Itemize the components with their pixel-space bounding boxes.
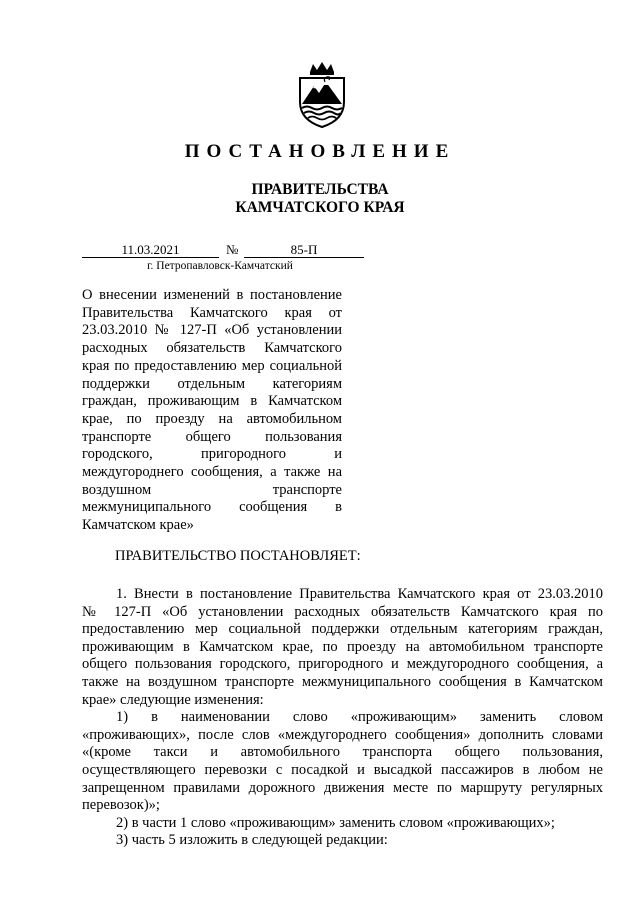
- body-line: 1) в наименовании слово «проживающим» заменить словом: [116, 709, 603, 726]
- document-type-heading: ПОСТАНОВЛЕНИЕ: [184, 141, 456, 162]
- body-line: 1. Внести в постановление Правительства Камчатского края от 23.03.2010: [116, 586, 603, 602]
- body-line: запрещенном правилами дорожного движения месте по маршруту регулярных: [82, 779, 603, 796]
- subject-line: воздушном транспорте: [82, 481, 342, 498]
- subject-line: граждан, проживающим в Камчатском: [82, 393, 342, 410]
- document-body: [82, 586, 603, 850]
- issuing-city: г. Петропавловск-Камчатский: [147, 260, 293, 272]
- subject-line: 23.03.2010 № 127-П «Об установлении: [82, 322, 342, 339]
- body-line: крае» следующие изменения:: [82, 691, 264, 708]
- subject-line: края по предоставлению мер социальной: [82, 357, 342, 374]
- subject-line: О внесении изменений в постановление: [82, 287, 342, 303]
- registration-date: 11.03.2021: [82, 242, 219, 258]
- body-line: предоставлению мер социальной поддержки отдельным категориям граждан,: [82, 621, 603, 638]
- registration-number: 85-П: [244, 242, 364, 258]
- issuer-line-2: КАМЧАТСКОГО КРАЯ: [235, 199, 405, 216]
- subject-line: межмуниципального сообщения в: [82, 499, 342, 516]
- subject-line: Камчатском крае»: [82, 517, 194, 534]
- body-line: перевозок)»;: [82, 797, 160, 814]
- body-line: также на воздушном транспорте межмуниципального сообщения в Камчатском: [82, 673, 603, 690]
- body-line: № 127-П «Об установлении расходных обязательств Камчатского края по: [82, 603, 603, 620]
- body-line: 3) часть 5 изложить в следующей редакции:: [116, 832, 388, 849]
- body-line: общего пользования городского, пригородного и междугородного сообщения, а: [82, 656, 603, 673]
- coat-of-arms-icon: [296, 62, 348, 128]
- body-line: 2) в части 1 слово «проживающим» заменить словом «проживающих»;: [116, 814, 555, 831]
- issuer-line-1: ПРАВИТЕЛЬСТВА: [251, 181, 389, 198]
- subject-line: междугороднего сообщения, а также на: [82, 464, 342, 481]
- number-sign: №: [226, 242, 239, 257]
- body-line: проживающим в Камчатском крае, по проезду на автомобильном транспорте: [82, 638, 603, 655]
- body-line: осуществляющего перевозки с посадкой и высадкой пассажиров в любом не: [82, 761, 603, 778]
- subject-line: транспорте общего пользования: [82, 428, 342, 445]
- subject-line: Правительства Камчатского края от: [82, 304, 342, 321]
- subject-line: расходных обязательств Камчатского: [82, 340, 342, 357]
- subject-line: поддержки отдельным категориям: [82, 375, 342, 392]
- resolution-clause: ПРАВИТЕЛЬСТВО ПОСТАНОВЛЯЕТ:: [115, 548, 361, 564]
- subject-line: городского, пригородного и: [82, 446, 342, 463]
- body-line: «(кроме такси и автомобильного транспорта общего пользования,: [82, 744, 603, 761]
- document-subject: [82, 287, 342, 535]
- body-line: «проживающих», после слов «междугороднего сообщения» дополнить словами: [82, 726, 603, 743]
- subject-line: крае, по проезду на автомобильном: [82, 410, 342, 427]
